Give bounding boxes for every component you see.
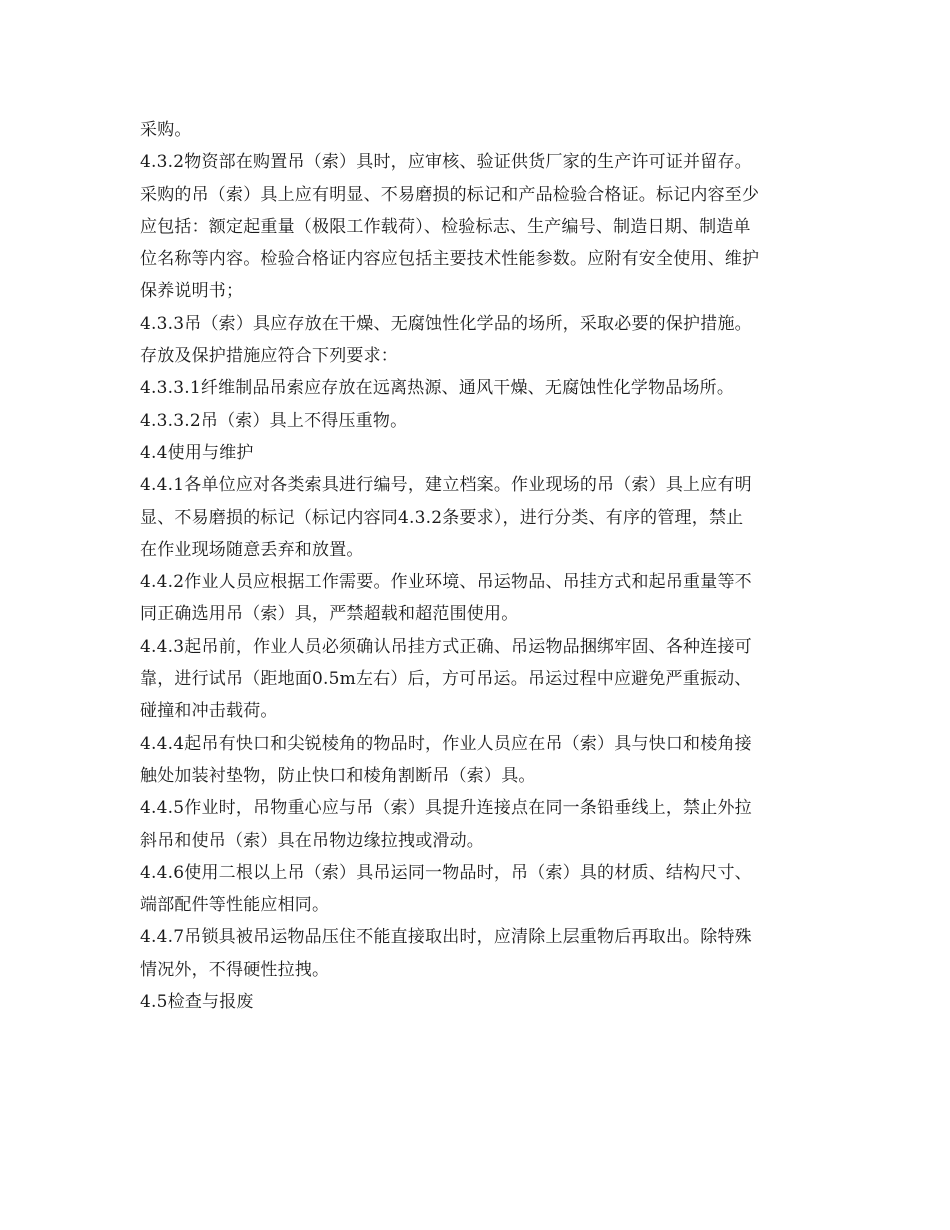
section-heading: 4.5检查与报废 [140, 992, 254, 1013]
text-line: 4.4.1各单位应对各类索具进行编号，建立档案。作业现场的吊（索）具上应有明 [140, 475, 752, 496]
section-heading: 4.4使用与维护 [140, 442, 254, 463]
text-line: 4.4.5作业时，吊物重心应与吊（索）具提升连接点在同一条铅垂线上，禁止外拉 [140, 798, 752, 819]
text-line: 4.3.2物资部在购置吊（索）具时，应审核、验证供货厂家的生产许可证并留存。 [140, 152, 752, 173]
text-line: 存放及保护措施应符合下列要求： [140, 346, 398, 367]
text-line: 应包括：额定起重量（极限工作载荷）、检验标志、生产编号、制造日期、制造单 [140, 216, 751, 237]
text-line: 4.4.3起吊前，作业人员必须确认吊挂方式正确、吊运物品捆绑牢固、各种连接可 [140, 636, 752, 657]
text-line: 4.3.3.1纤维制品吊索应存放在远离热源、通风干燥、无腐蚀性化学物品场所。 [140, 378, 735, 399]
text-line: 碰撞和冲击载荷。 [140, 701, 278, 722]
text-line: 保养说明书； [140, 281, 244, 302]
text-line: 触处加装衬垫物，防止快口和棱角割断吊（索）具。 [140, 765, 536, 786]
text-line: 位名称等内容。检验合格证内容应包括主要技术性能参数。应附有安全使用、维护 [140, 249, 760, 270]
text-line: 显、不易磨损的标记（标记内容同4.3.2条要求），进行分类、有序的管理，禁止 [140, 507, 744, 528]
text-line: 4.3.3.2吊（索）具上不得压重物。 [140, 410, 408, 431]
text-line: 4.4.6使用二根以上吊（索）具吊运同一物品时，吊（索）具的材质、结构尺寸、 [140, 862, 752, 883]
text-line: 4.4.4起吊有快口和尖锐棱角的物品时，作业人员应在吊（索）具与快口和棱角接 [140, 733, 752, 754]
text-line: 端部配件等性能应相同。 [140, 895, 330, 916]
text-line: 采购的吊（索）具上应有明显、不易磨损的标记和产品检验合格证。标记内容至少 [140, 184, 760, 205]
text-line: 情况外，不得硬性拉拽。 [140, 959, 330, 980]
text-line: 4.3.3吊（索）具应存放在干燥、无腐蚀性化学品的场所，采取必要的保护措施。 [140, 313, 752, 334]
text-line: 4.4.7吊锁具被吊运物品压住不能直接取出时，应清除上层重物后再取出。除特殊 [140, 927, 752, 948]
text-line: 靠，进行试吊（距地面0.5m左右）后，方可吊运。吊运过程中应避免严重振动、 [140, 669, 752, 690]
text-line: 斜吊和使吊（索）具在吊物边缘拉拽或滑动。 [140, 830, 484, 851]
text-line: 在作业现场随意丢弃和放置。 [140, 539, 364, 560]
text-line: 4.4.2作业人员应根据工作需要。作业环境、吊运物品、吊挂方式和起吊重量等不 [140, 572, 752, 593]
document-body [140, 114, 820, 1018]
text-line: 采购。 [140, 120, 192, 140]
text-line: 同正确选用吊（索）具，严禁超载和超范围使用。 [140, 604, 519, 625]
